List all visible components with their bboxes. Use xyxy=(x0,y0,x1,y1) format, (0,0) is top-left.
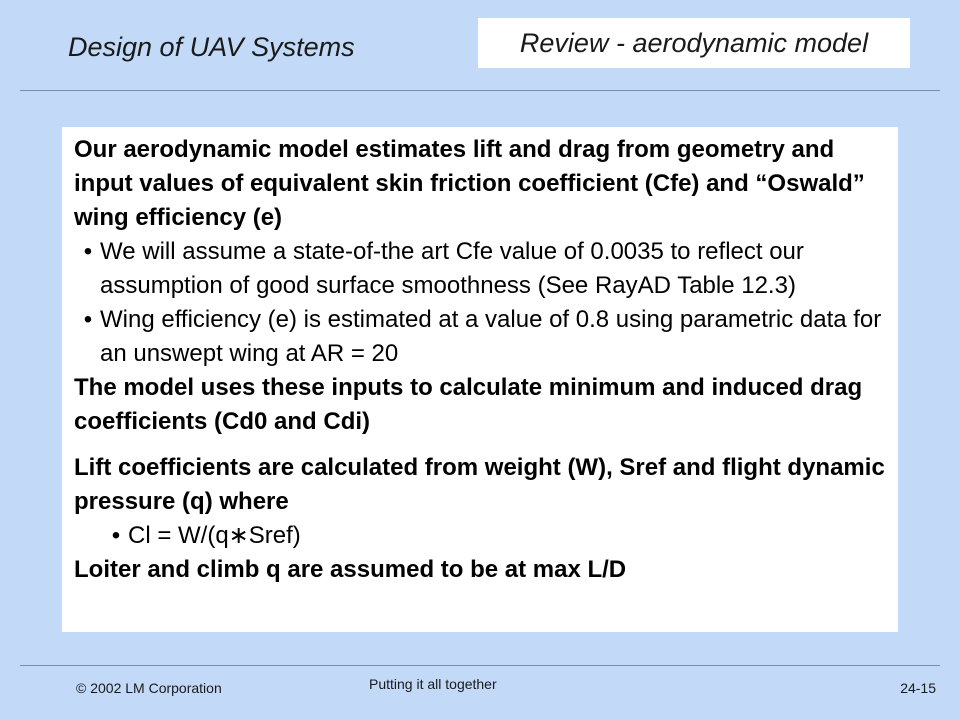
bullet-wing-efficiency xyxy=(74,303,888,371)
bullet-dot: • xyxy=(83,238,93,265)
footer-divider xyxy=(20,665,940,666)
paragraph-loiter-climb: Loiter and climb q are assumed to be at max L/D xyxy=(74,556,627,583)
paragraph-lift-coefficients: Lift coefficients are calculated from weight (W), Sref and flight dynamic pressure (q) where xyxy=(74,454,885,515)
bullet-cl-formula-text: Cl = W/(q∗Sref) xyxy=(128,522,301,549)
footer-center-text: Putting it all together xyxy=(369,676,497,692)
bullet-cl-formula xyxy=(74,519,888,553)
footer-page-number: 24-15 xyxy=(900,680,936,696)
bullet-dot: • xyxy=(111,522,121,549)
paragraph-drag-coefficients: The model uses these inputs to calculate minimum and induced drag coefficients (Cd0 and Cdi) xyxy=(74,374,863,435)
header-divider xyxy=(20,90,940,91)
content-panel xyxy=(62,127,898,632)
slide-title: Review - aerodynamic model xyxy=(478,18,910,68)
footer-copyright: © 2002 LM Corporation xyxy=(76,680,222,696)
bullet-wing-efficiency-text: Wing efficiency (e) is estimated at a value of 0.8 using parametric data for an unswept wing at AR = 20 xyxy=(100,306,882,367)
bullet-dot: • xyxy=(83,306,93,333)
course-title: Design of UAV Systems xyxy=(68,32,355,62)
paragraph-aero-model: Our aerodynamic model estimates lift and drag from geometry and input values of equivalent skin friction coefficient (Cfe) and “Oswald” wing efficiency (e) xyxy=(74,136,865,231)
bullet-cfe-text: We will assume a state-of-the art Cfe value of 0.0035 to reflect our assumption of good surface smoothness (See RayAD Table 12.3) xyxy=(100,238,804,299)
bullet-cfe xyxy=(74,235,888,303)
